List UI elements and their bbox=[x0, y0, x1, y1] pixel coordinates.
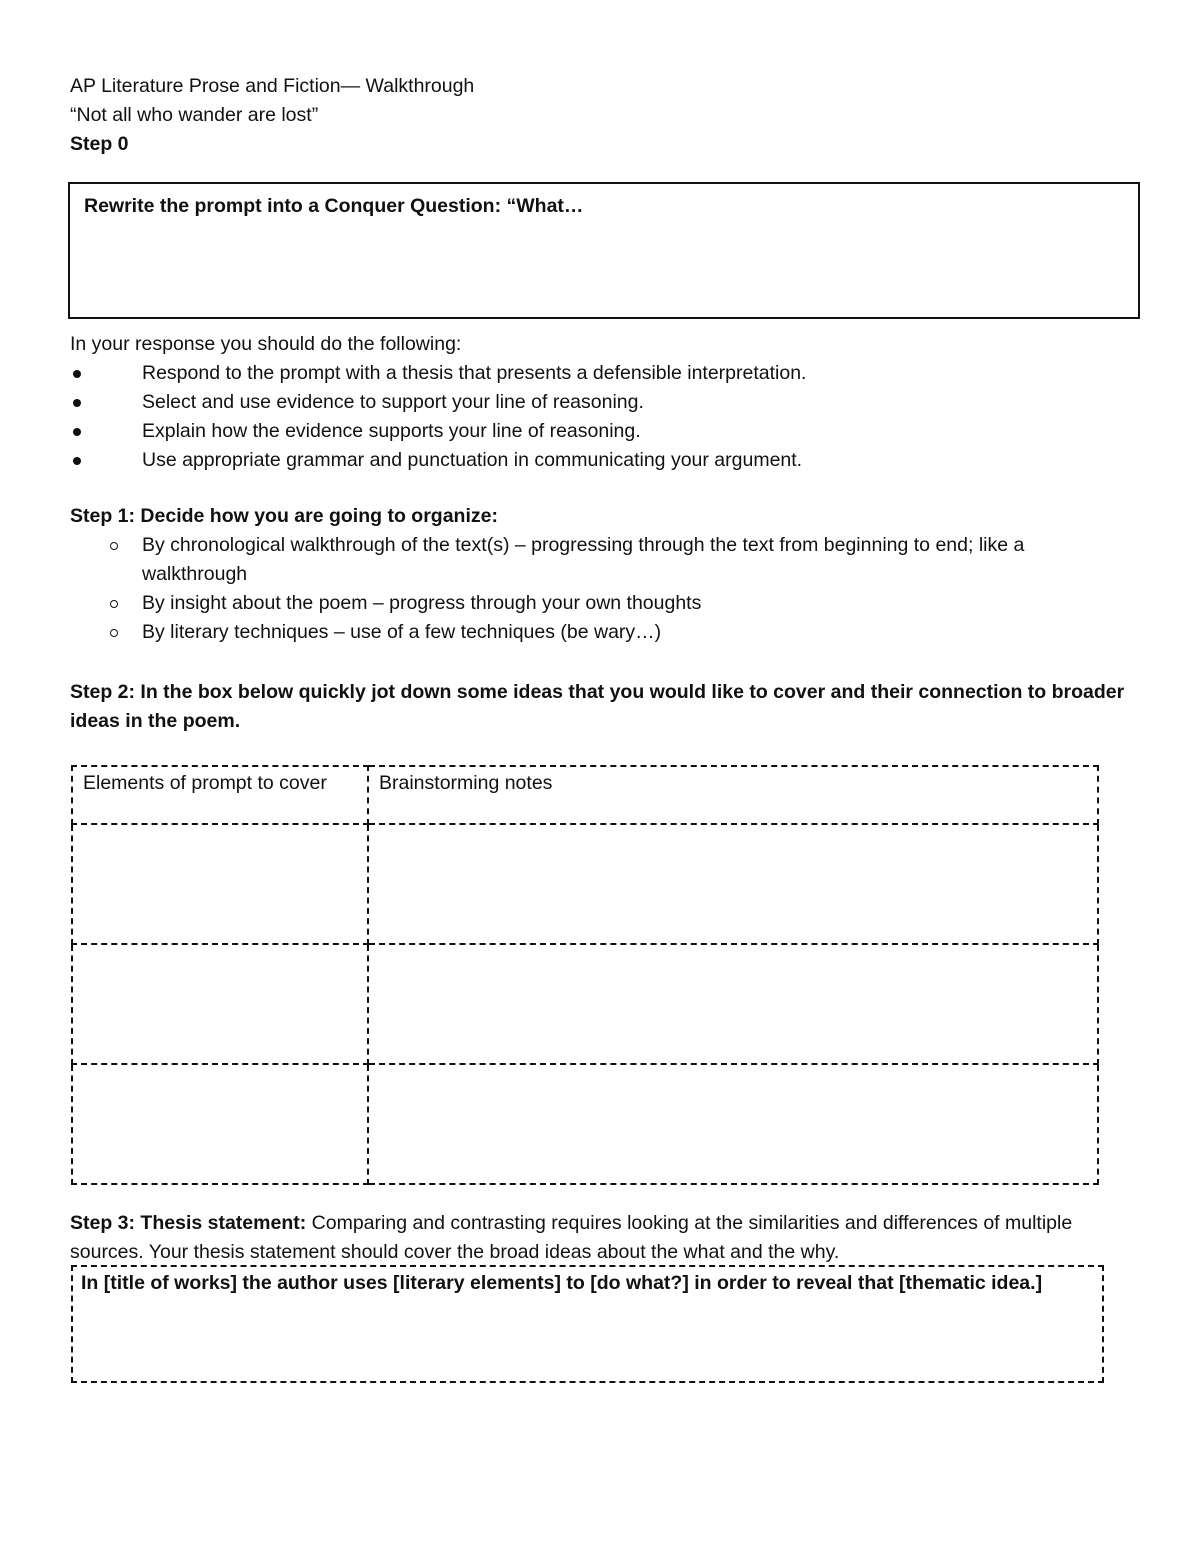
step-0-heading: Step 0 bbox=[70, 133, 129, 155]
conquer-question-label: Rewrite the prompt into a Conquer Question: “What… bbox=[84, 195, 584, 217]
conquer-question-box[interactable] bbox=[68, 182, 1140, 319]
bullet-icon bbox=[73, 457, 81, 465]
instructions-section bbox=[70, 330, 1130, 475]
organize-option: By literary techniques – use of a few techniques (be wary…) bbox=[70, 618, 1130, 647]
circle-bullet-icon bbox=[110, 600, 118, 608]
notes-cell[interactable] bbox=[368, 1064, 1098, 1184]
step-2-heading: Step 2: In the box below quickly jot down some ideas that you would like to cover and their connection to broader ideas in the poem. bbox=[70, 681, 1125, 732]
document-header bbox=[70, 72, 1145, 159]
thesis-template-box[interactable] bbox=[71, 1265, 1104, 1383]
document-title: AP Literature Prose and Fiction— Walkthrough bbox=[70, 75, 475, 97]
organize-option: By insight about the poem – progress through your own thoughts bbox=[70, 589, 1130, 618]
organize-option: By chronological walkthrough of the text(s) – progressing through the text from beginning to end; like a walkthrough bbox=[70, 531, 1130, 589]
table-row bbox=[72, 1064, 1098, 1184]
document-quote: “Not all who wander are lost” bbox=[70, 104, 319, 126]
circle-bullet-icon bbox=[110, 629, 118, 637]
instructions-list bbox=[70, 359, 1130, 475]
instruction-item: Explain how the evidence supports your line of reasoning. bbox=[70, 417, 1130, 446]
notes-cell[interactable] bbox=[368, 944, 1098, 1064]
step-3-section bbox=[70, 1209, 1130, 1267]
table-row bbox=[72, 824, 1098, 944]
table-header-row bbox=[72, 766, 1098, 824]
circle-bullet-icon bbox=[110, 542, 118, 550]
organize-options-list bbox=[70, 531, 1130, 647]
bullet-icon bbox=[73, 399, 81, 407]
brainstorm-table bbox=[71, 765, 1099, 1185]
instruction-item: Respond to the prompt with a thesis that presents a defensible interpretation. bbox=[70, 359, 1130, 388]
column-header-notes: Brainstorming notes bbox=[368, 766, 1098, 824]
step-3-heading: Step 3: Thesis statement: bbox=[70, 1212, 307, 1234]
step-1-heading: Step 1: Decide how you are going to organize: bbox=[70, 505, 498, 527]
instruction-item: Use appropriate grammar and punctuation in communicating your argument. bbox=[70, 446, 1130, 475]
step-3-text: Comparing and contrasting requires looking at the similarities and differences of multiple sources. Your thesis statement should cover the broad ideas about the what and the why. bbox=[70, 1212, 1073, 1263]
notes-cell[interactable] bbox=[368, 824, 1098, 944]
column-header-elements: Elements of prompt to cover bbox=[72, 766, 368, 824]
element-cell[interactable] bbox=[72, 824, 368, 944]
instruction-item: Select and use evidence to support your line of reasoning. bbox=[70, 388, 1130, 417]
bullet-icon bbox=[73, 428, 81, 436]
bullet-icon bbox=[73, 370, 81, 378]
thesis-template: In [title of works] the author uses [literary elements] to [do what?] in order to reveal that [thematic idea.] bbox=[81, 1272, 1043, 1294]
instructions-intro: In your response you should do the following: bbox=[70, 333, 462, 355]
table-row bbox=[72, 944, 1098, 1064]
step-2-section bbox=[70, 678, 1130, 736]
element-cell[interactable] bbox=[72, 1064, 368, 1184]
step-1-section bbox=[70, 502, 1130, 647]
element-cell[interactable] bbox=[72, 944, 368, 1064]
